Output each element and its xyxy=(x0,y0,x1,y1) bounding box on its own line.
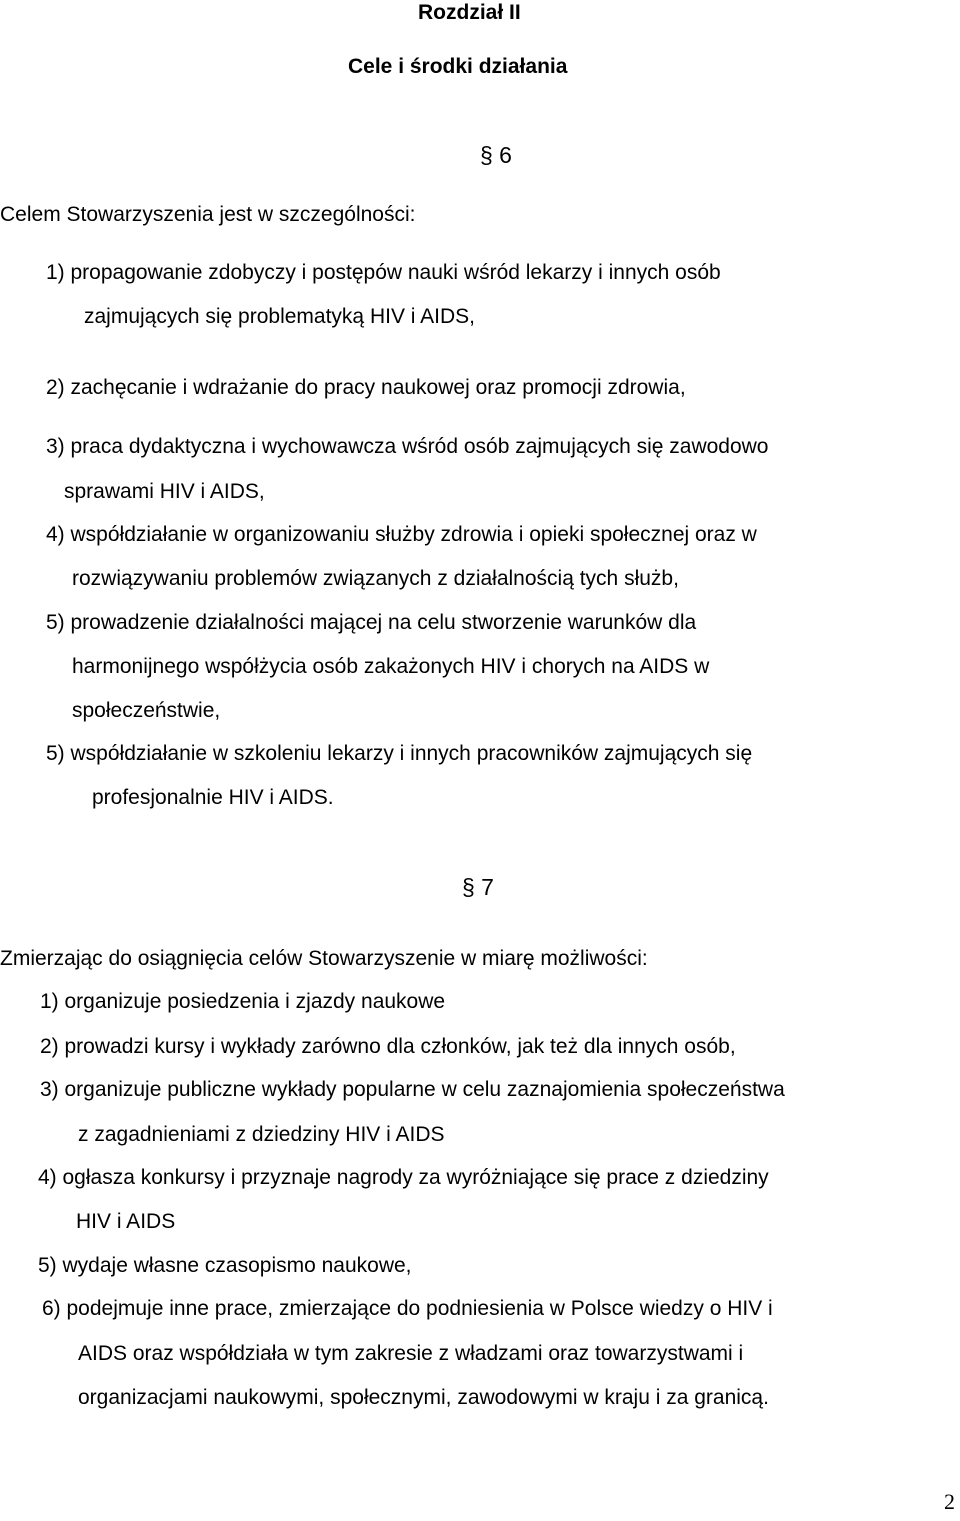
section-7-line: 2) prowadzi kursy i wykłady zarówno dla członków, jak też dla innych osób, xyxy=(40,1035,736,1058)
section-6-line: 2) zachęcanie i wdrażanie do pracy naukowej oraz promocji zdrowia, xyxy=(46,376,686,399)
section-7-line: 6) podejmuje inne prace, zmierzające do podniesienia w Polsce wiedzy o HIV i xyxy=(42,1297,773,1320)
section-7-line: z zagadnieniami z dziedziny HIV i AIDS xyxy=(78,1123,445,1146)
section-7-line: 3) organizuje publiczne wykłady popularne w celu zaznajomienia społeczeństwa xyxy=(40,1078,785,1101)
section-7-line: AIDS oraz współdziała w tym zakresie z władzami oraz towarzystwami i xyxy=(78,1342,744,1365)
section-6-line: harmonijnego współżycia osób zakażonych HIV i chorych na AIDS w xyxy=(72,655,710,678)
chapter-title: Rozdział II xyxy=(418,1,521,24)
section-7-line: organizacjami naukowymi, społecznymi, zawodowymi w kraju i za granicą. xyxy=(78,1386,769,1409)
section-6-line: 3) praca dydaktyczna i wychowawcza wśród osób zajmujących się zawodowo xyxy=(46,435,769,458)
section-6-line: społeczeństwie, xyxy=(72,699,221,722)
section-7-line: HIV i AIDS xyxy=(76,1210,176,1233)
section-7-line: 5) wydaje własne czasopismo naukowe, xyxy=(38,1254,412,1277)
chapter-subtitle: Cele i środki działania xyxy=(348,55,568,78)
section-6-line: sprawami HIV i AIDS, xyxy=(64,480,265,503)
section-7-heading: § 7 xyxy=(462,874,494,900)
section-6-line: 5) współdziałanie w szkoleniu lekarzy i innych pracowników zajmujących się xyxy=(46,742,753,765)
section-6-intro: Celem Stowarzyszenia jest w szczególności: xyxy=(0,203,416,226)
section-6-line: zajmujących się problematyką HIV i AIDS, xyxy=(84,305,475,328)
section-7-line: 1) organizuje posiedzenia i zjazdy naukowe xyxy=(40,990,446,1013)
section-6-line: rozwiązywaniu problemów związanych z działalnością tych służb, xyxy=(72,567,679,590)
section-6-line: 4) współdziałanie w organizowaniu służby zdrowia i opieki społecznej oraz w xyxy=(46,523,757,546)
section-6-heading: § 6 xyxy=(480,142,512,168)
section-7-intro: Zmierzając do osiągnięcia celów Stowarzyszenie w miarę możliwości: xyxy=(0,947,648,970)
page-number: 2 xyxy=(944,1489,955,1514)
section-6-line: 1) propagowanie zdobyczy i postępów nauki wśród lekarzy i innych osób xyxy=(46,261,721,284)
section-6-line: 5) prowadzenie działalności mającej na celu stworzenie warunków dla xyxy=(46,611,697,634)
section-6-line: profesjonalnie HIV i AIDS. xyxy=(92,786,334,809)
section-7-line: 4) ogłasza konkursy i przyznaje nagrody za wyróżniające się prace z dziedziny xyxy=(38,1166,769,1189)
